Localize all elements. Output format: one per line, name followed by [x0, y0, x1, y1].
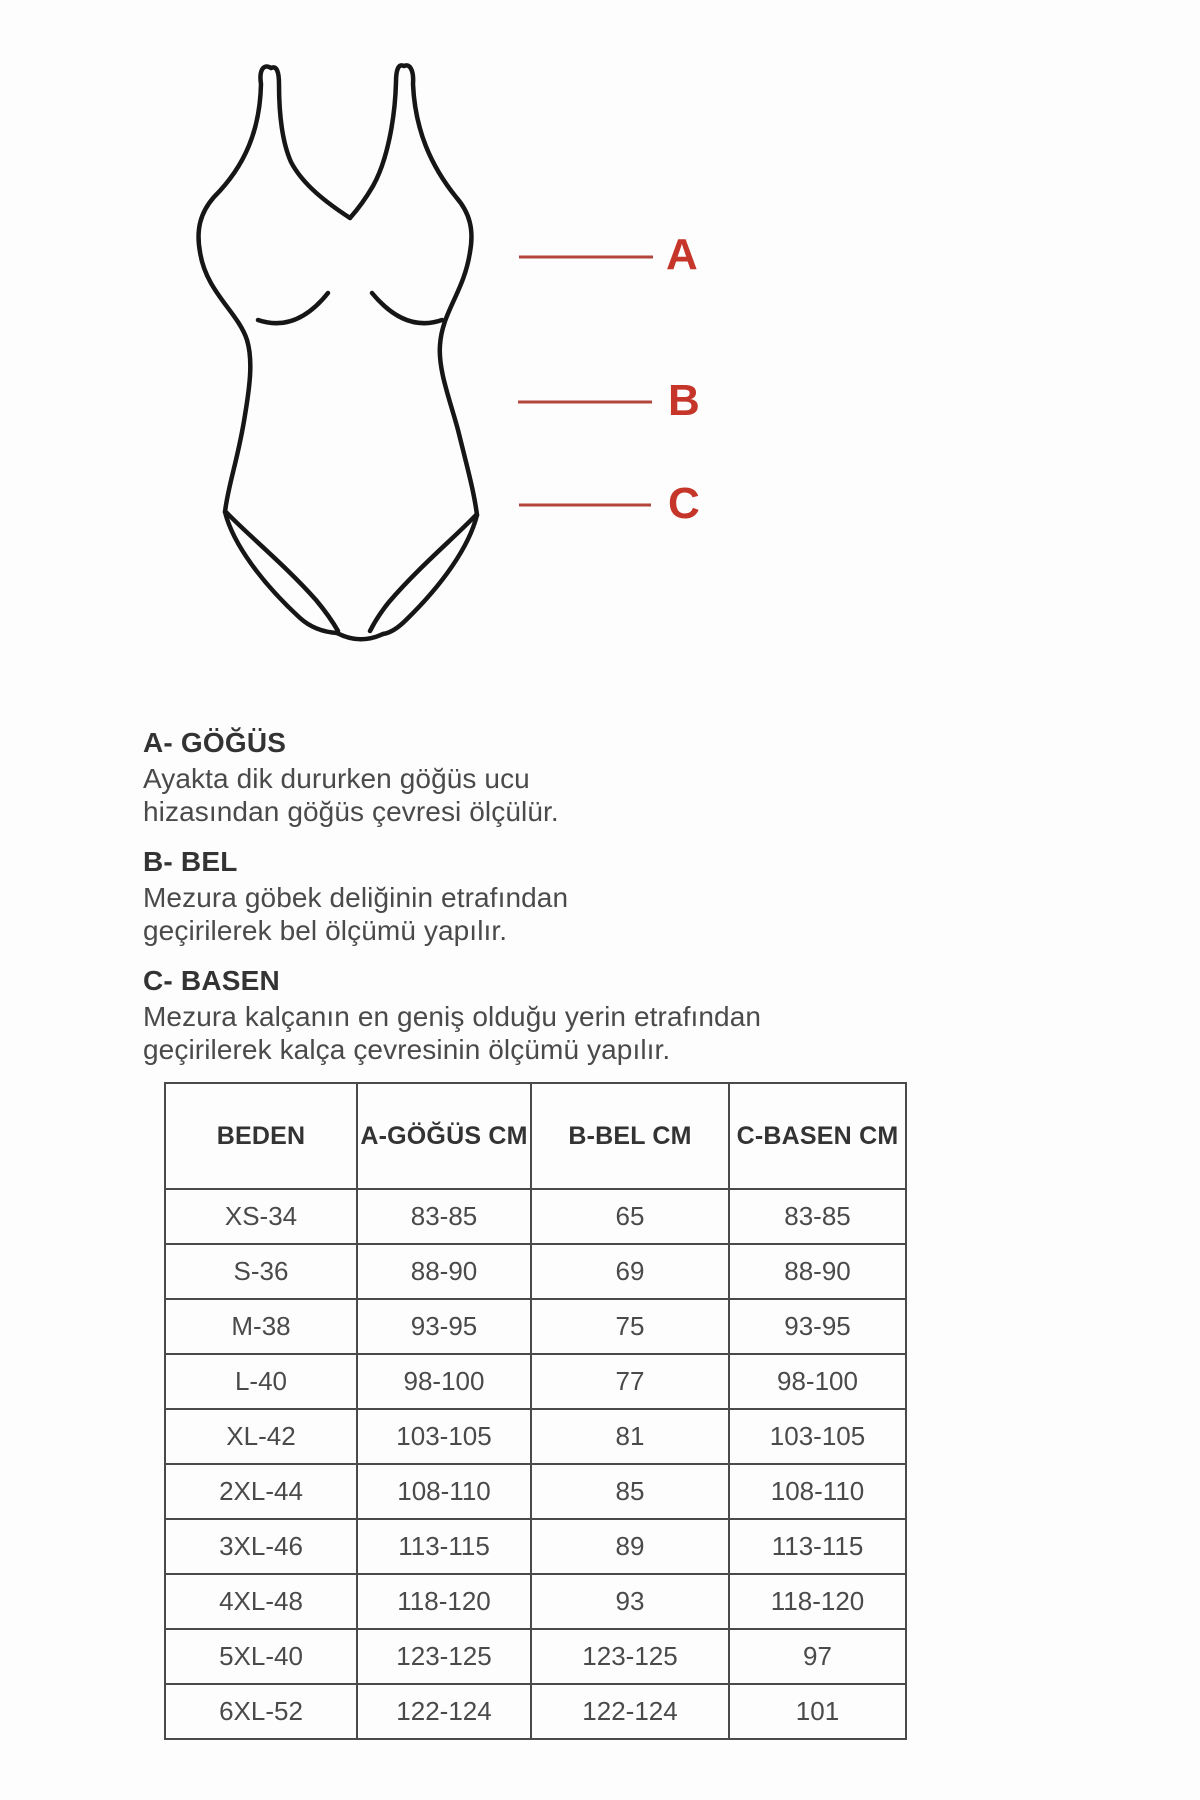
- section-text-line: Ayakta dik dururken göğüs ucu: [143, 763, 530, 794]
- table-cell: 108-110: [729, 1464, 906, 1519]
- table-cell: 93-95: [729, 1299, 906, 1354]
- table-cell: 113-115: [357, 1519, 531, 1574]
- table-cell: 88-90: [729, 1244, 906, 1299]
- table-header-row: [165, 1083, 906, 1189]
- table-cell: 113-115: [729, 1519, 906, 1574]
- swimsuit-left-bust-curve: [258, 293, 328, 323]
- table-cell: 118-120: [729, 1574, 906, 1629]
- table-row: [165, 1574, 906, 1629]
- table-row: [165, 1464, 906, 1519]
- table-cell: 93: [531, 1574, 729, 1629]
- table-cell: 122-124: [357, 1684, 531, 1739]
- table-cell: 101: [729, 1684, 906, 1739]
- table-cell: 83-85: [729, 1189, 906, 1244]
- section-text-line: hizasından göğüs çevresi ölçülür.: [143, 796, 559, 827]
- table-cell: 85: [531, 1464, 729, 1519]
- table-cell: 2XL-44: [165, 1464, 357, 1519]
- section-heading: C- BASEN: [143, 965, 280, 996]
- table-cell: 103-105: [357, 1409, 531, 1464]
- table-cell: 3XL-46: [165, 1519, 357, 1574]
- swimsuit-left-leg-hem: [226, 512, 338, 631]
- section-text-line: geçirilerek kalça çevresinin ölçümü yapılır.: [143, 1034, 671, 1065]
- table-row: [165, 1299, 906, 1354]
- table-row: [165, 1189, 906, 1244]
- table-cell: 98-100: [357, 1354, 531, 1409]
- measurement-label-a: A: [666, 230, 698, 279]
- table-cell: 83-85: [357, 1189, 531, 1244]
- table-cell: XS-34: [165, 1189, 357, 1244]
- table-cell: 123-125: [531, 1629, 729, 1684]
- measurement-sections: [143, 727, 903, 1084]
- table-cell: 77: [531, 1354, 729, 1409]
- table-cell: 4XL-48: [165, 1574, 357, 1629]
- table-cell: 65: [531, 1189, 729, 1244]
- table-row: [165, 1684, 906, 1739]
- swimsuit-right-bust-curve: [372, 293, 442, 323]
- swimsuit-outline-diagram: [150, 30, 720, 650]
- measurement-label-c: C: [668, 479, 700, 528]
- table-cell: 88-90: [357, 1244, 531, 1299]
- swimsuit-crotch-curve: [337, 633, 383, 639]
- swimsuit-left-side: [199, 66, 271, 512]
- measurement-section: [143, 727, 903, 828]
- table-row: [165, 1354, 906, 1409]
- measurement-section: [143, 965, 903, 1066]
- column-header: C-BASEN CM: [729, 1083, 906, 1189]
- table-cell: L-40: [165, 1354, 357, 1409]
- table-cell: 108-110: [357, 1464, 531, 1519]
- section-text-line: geçirilerek bel ölçümü yapılır.: [143, 915, 508, 946]
- section-text-line: Mezura göbek deliğinin etrafından: [143, 882, 569, 913]
- section-heading: A- GÖĞÜS: [143, 727, 287, 758]
- swimsuit-right-neckline: [350, 65, 404, 218]
- table-cell: 5XL-40: [165, 1629, 357, 1684]
- table-cell: 118-120: [357, 1574, 531, 1629]
- table-row: [165, 1244, 906, 1299]
- table-cell: 6XL-52: [165, 1684, 357, 1739]
- table-cell: 93-95: [357, 1299, 531, 1354]
- table-row: [165, 1409, 906, 1464]
- table-cell: 75: [531, 1299, 729, 1354]
- table-cell: 103-105: [729, 1409, 906, 1464]
- table-cell: S-36: [165, 1244, 357, 1299]
- table-cell: 89: [531, 1519, 729, 1574]
- swimsuit-right-leg-hem: [370, 515, 476, 631]
- section-text-line: Mezura kalçanın en geniş olduğu yerin etrafından: [143, 1001, 762, 1032]
- swimsuit-right-leg-outer: [383, 515, 477, 634]
- table-row: [165, 1519, 906, 1574]
- column-header: B-BEL CM: [531, 1083, 729, 1189]
- table-row: [165, 1629, 906, 1684]
- swimsuit-left-neckline: [271, 67, 350, 218]
- table-cell: XL-42: [165, 1409, 357, 1464]
- swimsuit-right-side: [404, 65, 477, 515]
- table-cell: 69: [531, 1244, 729, 1299]
- size-table: [164, 1082, 907, 1740]
- table-cell: 98-100: [729, 1354, 906, 1409]
- table-cell: M-38: [165, 1299, 357, 1354]
- measurement-section: [143, 846, 903, 947]
- table-cell: 81: [531, 1409, 729, 1464]
- column-header: BEDEN: [165, 1083, 357, 1189]
- table-cell: 122-124: [531, 1684, 729, 1739]
- table-cell: 123-125: [357, 1629, 531, 1684]
- measurement-label-b: B: [668, 376, 700, 425]
- table-cell: 97: [729, 1629, 906, 1684]
- section-heading: B- BEL: [143, 846, 238, 877]
- column-header: A-GÖĞÜS CM: [357, 1083, 531, 1189]
